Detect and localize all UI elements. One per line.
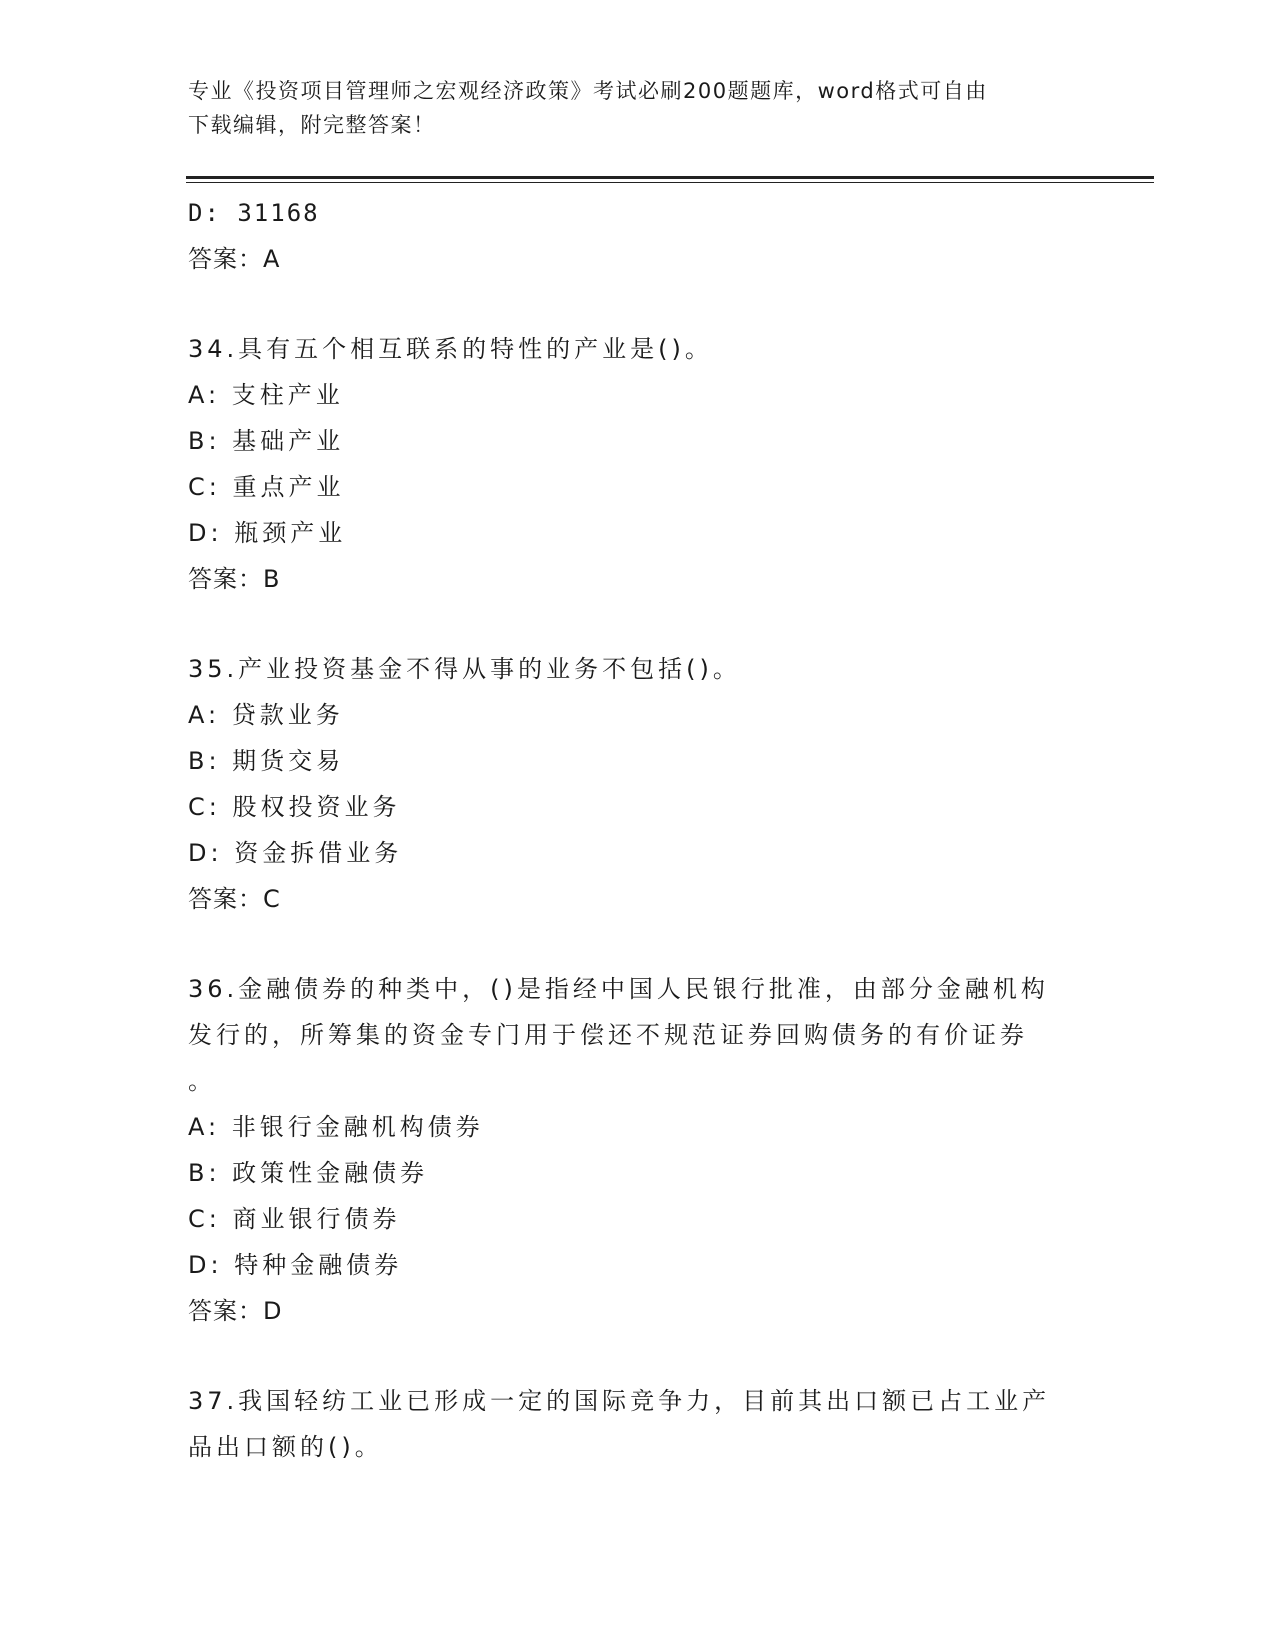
question-35-stem: 35.产业投资基金不得从事的业务不包括()。 [188, 655, 741, 683]
spacer [188, 602, 1088, 646]
question-34-option-a: A: 支柱产业 [188, 381, 344, 409]
document-header [188, 74, 1068, 142]
question-36-option-d: D: 特种金融债券 [188, 1251, 403, 1279]
header-divider-thick [186, 176, 1154, 179]
question-37-stem-line-1: 37.我国轻纺工业已形成一定的国际竞争力，目前其出口额已占工业产 [188, 1387, 1051, 1415]
previous-answer: 答案：A [188, 245, 281, 273]
question-37-stem-line-2: 品出口额的()。 [188, 1433, 383, 1461]
question-34-option-b: B: 基础产业 [188, 427, 345, 455]
question-36-option-b: B: 政策性金融债券 [188, 1159, 429, 1187]
question-34-option-d: D: 瓶颈产业 [188, 519, 347, 547]
question-content [188, 190, 1088, 1470]
header-divider-thin [186, 182, 1154, 183]
question-35-option-a: A: 贷款业务 [188, 701, 344, 729]
question-35-option-c: C: 股权投资业务 [188, 793, 401, 821]
question-36-stem-line-2: 发行的，所筹集的资金专门用于偿还不规范证券回购债务的有价证券 [188, 1021, 1028, 1049]
question-35-option-d: D: 资金拆借业务 [188, 839, 403, 867]
question-35-answer: 答案：C [188, 885, 281, 913]
header-line-2: 下载编辑，附完整答案！ [188, 113, 436, 137]
spacer [188, 1334, 1088, 1378]
question-36-stem-line-1: 36.金融债券的种类中，()是指经中国人民银行批准，由部分金融机构 [188, 975, 1049, 1003]
question-36-stem-line-3: 。 [188, 1067, 216, 1095]
question-36-option-a: A: 非银行金融机构债券 [188, 1113, 484, 1141]
question-36-answer: 答案：D [188, 1297, 283, 1325]
question-35-option-b: B: 期货交易 [188, 747, 345, 775]
question-36-option-c: C: 商业银行债券 [188, 1205, 401, 1233]
previous-option-d: D: 31168 [188, 199, 320, 227]
header-line-1: 专业《投资项目管理师之宏观经济政策》考试必刷200题题库，word格式可自由 [188, 79, 988, 103]
question-34-stem: 34.具有五个相互联系的特性的产业是()。 [188, 335, 713, 363]
question-34-option-c: C: 重点产业 [188, 473, 345, 501]
question-34-answer: 答案：B [188, 565, 281, 593]
spacer [188, 282, 1088, 326]
spacer [188, 922, 1088, 966]
